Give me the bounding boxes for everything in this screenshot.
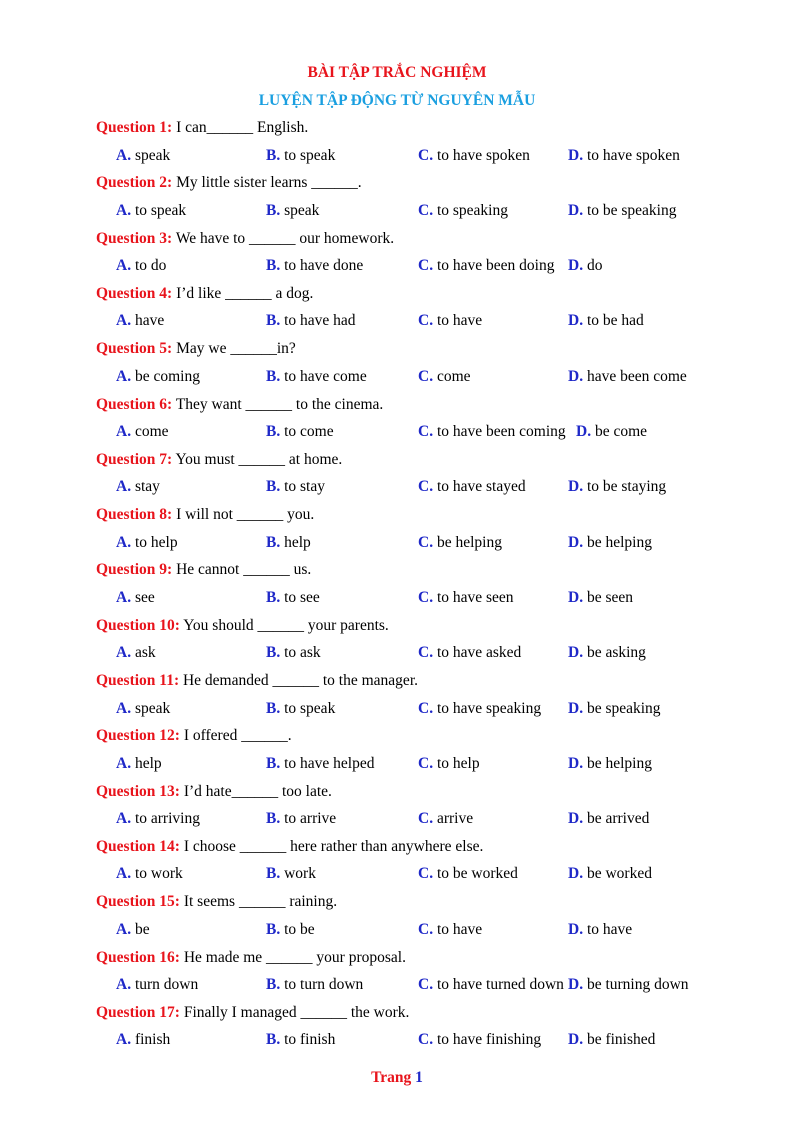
- option-letter: A.: [116, 201, 132, 219]
- option-a[interactable]: [116, 921, 150, 939]
- option-b[interactable]: [266, 478, 325, 496]
- option-c[interactable]: [418, 312, 482, 330]
- option-text: be asking: [586, 644, 646, 662]
- question-number: Question 11:: [96, 672, 180, 689]
- option-text: to have finishing: [436, 1031, 542, 1049]
- question-stem: [96, 119, 308, 137]
- option-text: to have come: [284, 367, 367, 385]
- option-c[interactable]: [418, 257, 554, 275]
- option-b[interactable]: [266, 147, 335, 165]
- question-stem: [96, 561, 311, 579]
- question-text: I can______ English.: [172, 119, 309, 136]
- option-text: to be had: [586, 312, 644, 330]
- option-d[interactable]: [568, 478, 666, 496]
- option-letter: A.: [116, 423, 132, 440]
- option-text: be seen: [586, 588, 633, 606]
- option-text: be: [134, 920, 150, 938]
- answer-options: [0, 478, 794, 498]
- page-footer: [0, 1069, 794, 1087]
- option-a[interactable]: [116, 700, 170, 718]
- option-text: to speak: [284, 146, 336, 164]
- option-text: be helping: [436, 533, 502, 551]
- option-letter: D.: [568, 257, 584, 275]
- option-text: be coming: [134, 367, 200, 385]
- option-text: to finish: [284, 1031, 336, 1049]
- option-letter: D.: [568, 201, 584, 219]
- option-text: to be staying: [586, 478, 667, 496]
- question-stem: [96, 838, 483, 856]
- option-text: to speak: [134, 201, 187, 219]
- option-text: to have stayed: [436, 478, 526, 496]
- answer-options: [0, 921, 794, 941]
- option-letter: A.: [116, 865, 132, 883]
- question-text: They want ______ to the cinema.: [172, 395, 384, 413]
- option-text: be helping: [586, 754, 652, 772]
- option-letter: C.: [418, 257, 434, 275]
- question-text: My little sister learns ______.: [172, 174, 362, 192]
- answer-options: [0, 423, 794, 443]
- answer-options: [0, 147, 794, 167]
- question-stem: [96, 506, 314, 524]
- question-stem: [96, 672, 418, 690]
- option-c[interactable]: [418, 644, 521, 662]
- option-d[interactable]: [568, 810, 649, 828]
- answer-options: [0, 976, 794, 996]
- option-letter: D.: [568, 146, 584, 164]
- question-number: Question 6:: [96, 395, 173, 413]
- question-text: May we ______in?: [172, 340, 296, 358]
- option-text: to have: [436, 312, 483, 330]
- option-letter: C.: [418, 423, 434, 440]
- option-letter: D.: [568, 810, 584, 828]
- option-d[interactable]: [568, 865, 652, 883]
- question-text: You must ______ at home.: [172, 450, 343, 468]
- option-c[interactable]: [418, 865, 518, 883]
- answer-options: [0, 755, 794, 775]
- option-letter: C.: [418, 146, 434, 164]
- question-stem: [96, 285, 313, 303]
- option-letter: B.: [266, 920, 281, 938]
- option-d[interactable]: [568, 147, 680, 165]
- option-text: to have been doing: [436, 257, 555, 275]
- option-letter: D.: [568, 312, 584, 330]
- question-number: Question 3:: [96, 229, 173, 247]
- option-text: to work: [134, 865, 183, 883]
- option-d[interactable]: [568, 312, 644, 330]
- option-letter: B.: [266, 367, 281, 385]
- question-stem: [96, 783, 332, 801]
- question-text: I offered ______.: [179, 727, 292, 745]
- option-c[interactable]: [418, 810, 473, 828]
- answer-options: [0, 202, 794, 222]
- option-b[interactable]: [266, 534, 311, 552]
- question-number: Question 7:: [96, 450, 173, 468]
- option-text: to speak: [284, 699, 336, 717]
- option-c[interactable]: [418, 534, 502, 552]
- question-number: Question 14:: [96, 837, 180, 855]
- option-letter: C.: [418, 367, 434, 385]
- option-a[interactable]: [116, 257, 166, 275]
- option-letter: C.: [418, 754, 434, 772]
- option-letter: B.: [266, 312, 281, 330]
- option-text: to have asked: [436, 644, 522, 662]
- option-c[interactable]: [418, 921, 482, 939]
- option-d[interactable]: [568, 921, 632, 939]
- option-text: to help: [436, 754, 480, 772]
- option-text: to have been coming: [436, 423, 566, 440]
- option-letter: C.: [418, 810, 434, 828]
- answer-options: [0, 644, 794, 664]
- answer-options: [0, 865, 794, 885]
- option-a[interactable]: [116, 202, 186, 220]
- option-letter: B.: [266, 810, 281, 828]
- option-letter: B.: [266, 976, 281, 993]
- option-letter: A.: [116, 588, 132, 606]
- option-letter: C.: [418, 1031, 434, 1049]
- question-number: Question 16:: [96, 948, 180, 966]
- option-text: be come: [594, 423, 648, 440]
- question-stem: [96, 727, 292, 745]
- question-text: I’d like ______ a dog.: [172, 284, 314, 302]
- question-number: Question 13:: [96, 782, 180, 800]
- option-letter: D.: [568, 644, 584, 662]
- question-text: He demanded ______ to the manager.: [179, 672, 418, 689]
- option-d[interactable]: [568, 755, 652, 773]
- question-text: I’d hate______ too late.: [179, 782, 332, 800]
- option-c[interactable]: [418, 589, 514, 607]
- option-text: turn down: [134, 976, 199, 993]
- option-text: to have helped: [284, 754, 375, 772]
- option-d[interactable]: [568, 202, 677, 220]
- question-text: He cannot ______ us.: [172, 561, 312, 579]
- question-number: Question 10:: [96, 616, 180, 634]
- option-letter: C.: [418, 201, 434, 219]
- option-a[interactable]: [116, 976, 198, 994]
- question-stem: [96, 893, 337, 911]
- option-text: work: [284, 865, 316, 883]
- option-a[interactable]: [116, 312, 164, 330]
- option-a[interactable]: [116, 478, 160, 496]
- option-c[interactable]: [418, 368, 471, 386]
- option-letter: D.: [568, 754, 584, 772]
- question-stem: [96, 340, 296, 358]
- option-letter: D.: [568, 478, 584, 496]
- option-d[interactable]: [568, 1031, 655, 1049]
- option-text: be arrived: [586, 810, 650, 828]
- option-letter: A.: [116, 312, 132, 330]
- option-b[interactable]: [266, 976, 363, 994]
- option-d[interactable]: [568, 700, 661, 718]
- option-text: to be worked: [436, 865, 518, 883]
- option-text: to have spoken: [586, 146, 680, 164]
- option-c[interactable]: [418, 478, 526, 496]
- option-letter: B.: [266, 754, 281, 772]
- option-letter: B.: [266, 478, 281, 496]
- option-text: arrive: [436, 810, 474, 828]
- option-letter: A.: [116, 257, 132, 275]
- option-text: speak: [134, 146, 171, 164]
- option-letter: D.: [568, 533, 584, 551]
- option-text: stay: [134, 478, 160, 496]
- option-a[interactable]: [116, 423, 169, 441]
- question-number: Question 9:: [96, 561, 173, 579]
- answer-options: [0, 534, 794, 554]
- question-text: I will not ______ you.: [172, 506, 315, 524]
- option-letter: B.: [266, 1031, 281, 1049]
- option-a[interactable]: [116, 810, 200, 828]
- option-text: speak: [284, 201, 320, 219]
- question-text: We have to ______ our homework.: [172, 229, 395, 247]
- option-d[interactable]: [568, 368, 687, 386]
- option-a[interactable]: [116, 147, 170, 165]
- option-text: come: [134, 423, 169, 440]
- option-letter: C.: [418, 920, 434, 938]
- option-a[interactable]: [116, 534, 178, 552]
- question-stem: [96, 174, 362, 192]
- option-b[interactable]: [266, 589, 320, 607]
- option-text: be finished: [586, 1031, 656, 1049]
- option-letter: B.: [266, 201, 281, 219]
- question-number: Question 1:: [96, 119, 173, 136]
- option-d[interactable]: [576, 423, 647, 441]
- option-b[interactable]: [266, 312, 356, 330]
- question-number: Question 15:: [96, 893, 180, 911]
- option-letter: D.: [568, 920, 584, 938]
- option-text: see: [134, 588, 155, 606]
- option-b[interactable]: [266, 921, 315, 939]
- option-text: come: [436, 367, 471, 385]
- option-letter: B.: [266, 257, 281, 275]
- option-letter: A.: [116, 920, 132, 938]
- option-text: to have turned down: [436, 976, 564, 993]
- worksheet-subtitle: LUYỆN TẬP ĐỘNG TỪ NGUYÊN MẪU: [258, 92, 536, 109]
- option-text: ask: [134, 644, 156, 662]
- answer-options: [0, 700, 794, 720]
- option-letter: A.: [116, 533, 132, 551]
- option-text: to arriving: [134, 810, 200, 828]
- option-text: to have: [436, 920, 483, 938]
- option-d[interactable]: [568, 534, 652, 552]
- option-text: help: [134, 754, 162, 772]
- answer-options: [0, 1031, 794, 1051]
- option-text: be worked: [586, 865, 652, 883]
- question-stem: [96, 617, 389, 635]
- option-text: do: [586, 257, 603, 275]
- option-letter: A.: [116, 644, 132, 662]
- question-text: It seems ______ raining.: [179, 893, 338, 911]
- question-text: Finally I managed ______ the work.: [179, 1003, 410, 1021]
- question-stem: [96, 451, 342, 469]
- option-b[interactable]: [266, 865, 316, 883]
- answer-options: [0, 312, 794, 332]
- option-letter: C.: [418, 644, 434, 662]
- answer-options: [0, 368, 794, 388]
- option-text: to speaking: [436, 201, 508, 219]
- option-letter: B.: [266, 699, 281, 717]
- option-letter: C.: [418, 312, 434, 330]
- option-text: to stay: [284, 478, 325, 496]
- option-letter: A.: [116, 146, 132, 164]
- option-c[interactable]: [418, 700, 541, 718]
- option-text: to ask: [284, 644, 321, 662]
- question-text: I choose ______ here rather than anywhere else.: [179, 837, 484, 855]
- option-a[interactable]: [116, 368, 200, 386]
- option-text: to come: [284, 423, 334, 440]
- option-letter: A.: [116, 754, 132, 772]
- option-letter: A.: [116, 976, 132, 993]
- option-b[interactable]: [266, 755, 374, 773]
- option-d[interactable]: [568, 976, 689, 994]
- option-a[interactable]: [116, 589, 155, 607]
- option-b[interactable]: [266, 644, 321, 662]
- option-letter: D.: [568, 699, 584, 717]
- option-letter: D.: [576, 423, 592, 440]
- option-b[interactable]: [266, 810, 336, 828]
- option-a[interactable]: [116, 1031, 170, 1049]
- answer-options: [0, 589, 794, 609]
- question-stem: [96, 396, 383, 414]
- option-text: have been come: [586, 367, 687, 385]
- option-b[interactable]: [266, 700, 335, 718]
- option-c[interactable]: [418, 976, 564, 994]
- question-stem: [96, 949, 406, 967]
- option-text: be speaking: [586, 699, 661, 717]
- option-letter: C.: [418, 976, 434, 993]
- option-text: to have speaking: [436, 699, 542, 717]
- option-text: to arrive: [284, 810, 337, 828]
- option-letter: B.: [266, 865, 281, 883]
- option-text: to do: [134, 257, 167, 275]
- option-c[interactable]: [418, 147, 530, 165]
- option-text: to be speaking: [586, 201, 677, 219]
- option-text: to have had: [284, 312, 356, 330]
- option-letter: D.: [568, 367, 584, 385]
- option-b[interactable]: [266, 1031, 335, 1049]
- option-text: to help: [134, 533, 178, 551]
- option-letter: B.: [266, 146, 281, 164]
- option-text: be turning down: [586, 976, 689, 993]
- option-b[interactable]: [266, 368, 367, 386]
- option-letter: C.: [418, 533, 434, 551]
- option-letter: C.: [418, 588, 434, 606]
- option-b[interactable]: [266, 257, 363, 275]
- footer-page-number: 1: [415, 1069, 423, 1086]
- option-c[interactable]: [418, 755, 480, 773]
- option-text: have: [134, 312, 165, 330]
- option-letter: D.: [568, 588, 584, 606]
- option-text: to have done: [284, 257, 364, 275]
- option-letter: D.: [568, 976, 584, 993]
- option-text: speak: [134, 699, 171, 717]
- question-stem: [96, 230, 394, 248]
- option-text: be helping: [586, 533, 652, 551]
- question-number: Question 2:: [96, 174, 173, 192]
- option-c[interactable]: [418, 423, 566, 441]
- question-number: Question 17:: [96, 1003, 180, 1021]
- option-a[interactable]: [116, 755, 162, 773]
- option-letter: A.: [116, 699, 132, 717]
- option-letter: B.: [266, 644, 281, 662]
- option-text: to be: [284, 920, 315, 938]
- option-d[interactable]: [568, 644, 646, 662]
- question-text: He made me ______ your proposal.: [179, 948, 406, 966]
- option-letter: A.: [116, 810, 132, 828]
- option-letter: C.: [418, 865, 434, 883]
- option-letter: C.: [418, 478, 434, 496]
- option-text: to have seen: [436, 588, 514, 606]
- option-text: to turn down: [284, 976, 364, 993]
- answer-options: [0, 810, 794, 830]
- option-letter: B.: [266, 533, 281, 551]
- answer-options: [0, 257, 794, 277]
- worksheet-title: BÀI TẬP TRẮC NGHIỆM: [307, 64, 487, 81]
- question-text: You should ______ your parents.: [179, 616, 389, 634]
- option-letter: B.: [266, 588, 281, 606]
- option-a[interactable]: [116, 865, 183, 883]
- option-text: help: [284, 533, 311, 551]
- option-d[interactable]: [568, 589, 633, 607]
- option-text: to have: [586, 920, 633, 938]
- question-number: Question 8:: [96, 506, 173, 524]
- option-b[interactable]: [266, 423, 334, 441]
- option-letter: D.: [568, 865, 584, 883]
- question-number: Question 5:: [96, 340, 173, 358]
- option-letter: D.: [568, 1031, 584, 1049]
- question-number: Question 12:: [96, 727, 180, 745]
- question-number: Question 4:: [96, 284, 173, 302]
- option-d[interactable]: [568, 257, 602, 275]
- option-text: finish: [134, 1031, 171, 1049]
- question-stem: [96, 1004, 409, 1022]
- option-c[interactable]: [418, 1031, 541, 1049]
- option-letter: B.: [266, 423, 281, 440]
- footer-page-label: Trang: [371, 1069, 412, 1086]
- option-letter: A.: [116, 1031, 132, 1049]
- option-c[interactable]: [418, 202, 508, 220]
- option-letter: A.: [116, 478, 132, 496]
- option-text: to see: [284, 588, 320, 606]
- option-letter: A.: [116, 367, 132, 385]
- option-text: to have spoken: [436, 146, 530, 164]
- option-a[interactable]: [116, 644, 156, 662]
- option-letter: C.: [418, 699, 434, 717]
- option-b[interactable]: [266, 202, 319, 220]
